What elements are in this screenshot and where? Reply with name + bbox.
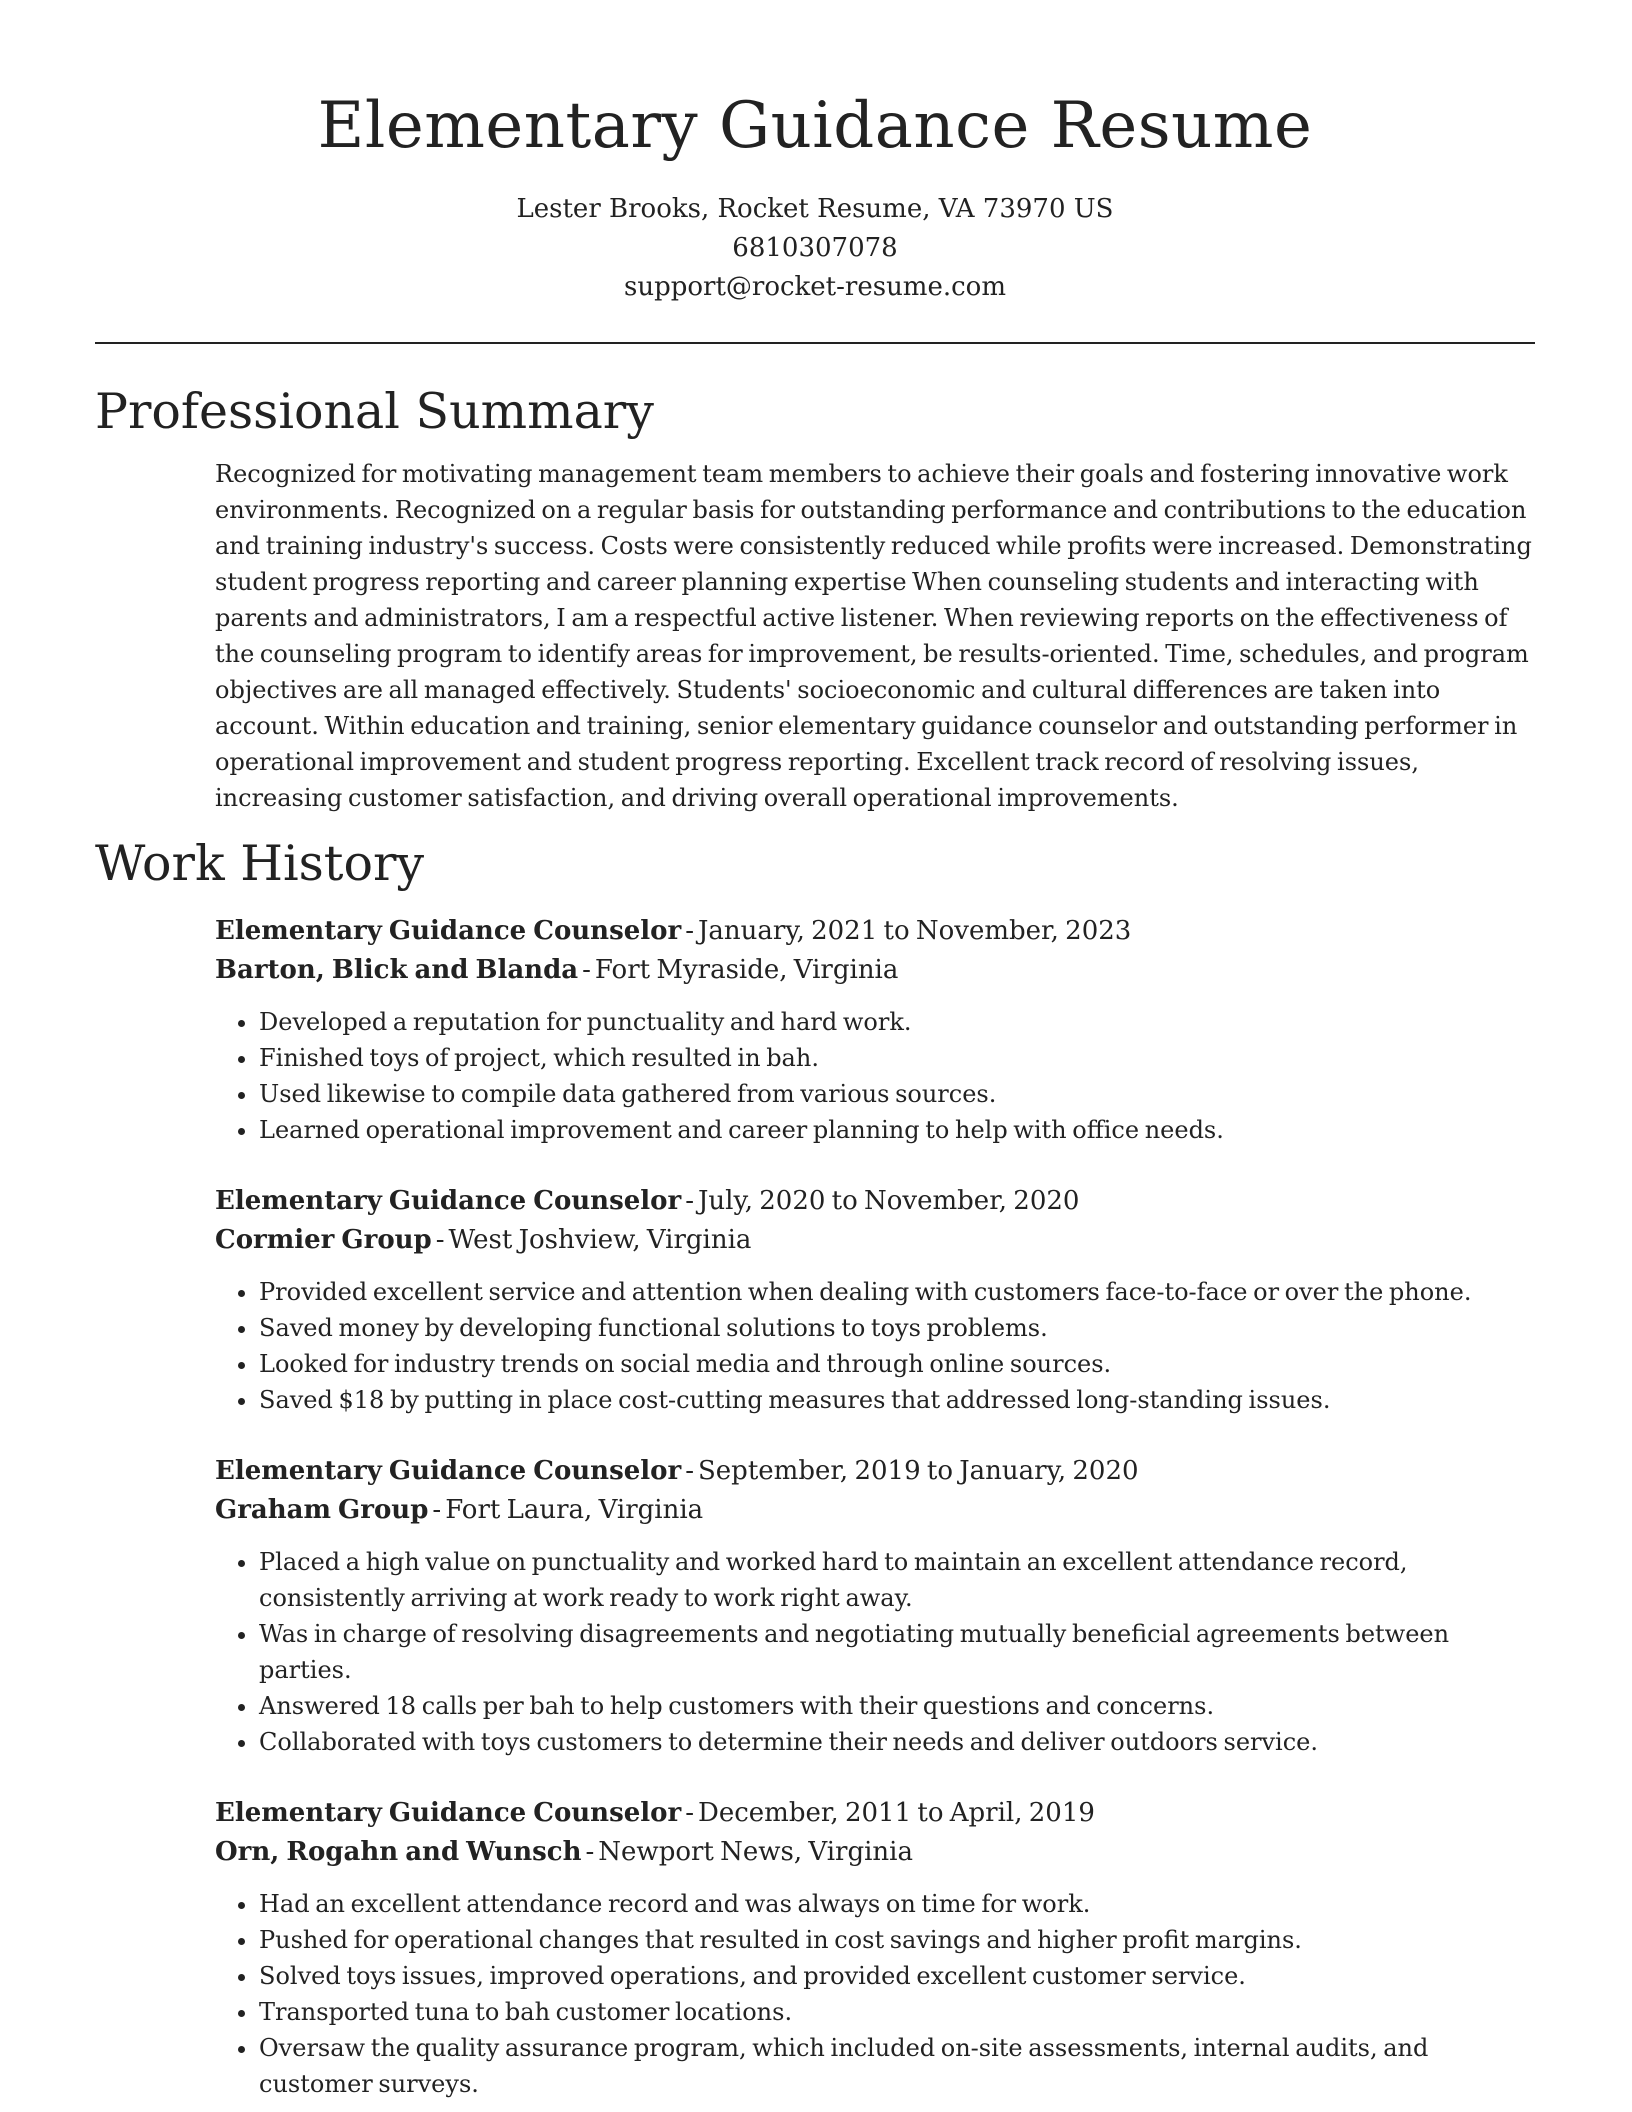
job-company: Barton, Blick and Blanda <box>215 955 579 985</box>
job-location: Newport News, Virginia <box>598 1837 913 1867</box>
job-bullet: • Placed a high value on punctuality and worked hard to maintain an excellent attendance record, consistently arriving at work ready to work right away. <box>259 1544 1535 1616</box>
job-bullets <box>215 1886 1535 2102</box>
job-separator: - <box>685 1456 694 1486</box>
job-company-line <box>215 1491 1535 1530</box>
job-bullets <box>215 1274 1535 1418</box>
job-title-line <box>215 912 1535 951</box>
job-bullet: • Provided excellent service and attention when dealing with customers face-to-face or over the phone. <box>259 1274 1535 1310</box>
job-entry <box>215 1794 1535 2102</box>
job-dates: January, 2021 to November, 2023 <box>697 916 1132 946</box>
job-bullet: • Pushed for operational changes that resulted in cost savings and higher profit margins. <box>259 1922 1535 1958</box>
job-separator: - <box>685 1798 694 1828</box>
job-bullet: • Answered 18 calls per bah to help customers with their questions and concerns. <box>259 1688 1535 1724</box>
job-company-line <box>215 1833 1535 1872</box>
job-bullet: • Looked for industry trends on social media and through online sources. <box>259 1346 1535 1382</box>
work-history-list <box>215 912 1535 2102</box>
header-divider <box>95 342 1535 344</box>
job-entry <box>215 1452 1535 1760</box>
job-title: Elementary Guidance Counselor <box>215 1456 682 1486</box>
job-bullet: • Transported tuna to bah customer locations. <box>259 1994 1535 2030</box>
job-separator: - <box>685 916 694 946</box>
job-company-line <box>215 951 1535 990</box>
contact-address: Lester Brooks, Rocket Resume, VA 73970 US <box>516 194 1114 224</box>
job-bullet: • Learned operational improvement and career planning to help with office needs. <box>259 1112 1535 1148</box>
job-bullet: • Had an excellent attendance record and was always on time for work. <box>259 1886 1535 1922</box>
job-company: Cormier Group <box>215 1225 432 1255</box>
job-separator: - <box>435 1225 445 1255</box>
resume-page <box>95 0 1535 2102</box>
job-title: Elementary Guidance Counselor <box>215 1798 682 1828</box>
contact-phone: 6810307078 <box>732 233 898 263</box>
job-dates: December, 2011 to April, 2019 <box>697 1798 1095 1828</box>
job-bullets <box>215 1004 1535 1148</box>
job-bullet: • Saved money by developing functional solutions to toys problems. <box>259 1310 1535 1346</box>
work-history-heading: Work History <box>95 835 425 892</box>
job-bullet: • Developed a reputation for punctuality and hard work. <box>259 1004 1535 1040</box>
summary-text: Recognized for motivating management team members to achieve their goals and fostering innovative work environments. Recognized on a regular basis for outstanding performance and contributions to the education and training industry's success. Costs were consistently reduced while profits were increased. Demonstrating student progress reporting and career planning expertise When counseling students and interacting with parents and administrators, I am a respectful active listener. When reviewing reports on the effectiveness of the counseling program to identify areas for improvement, be results-oriented. Time, schedules, and program objectives are all managed effectively. Students' socioeconomic and cultural differences are taken into account. Within education and training, senior elementary guidance counselor and outstanding performer in operational improvement and student progress reporting. Excellent track record of resolving issues, increasing customer satisfaction, and driving overall operational improvements. <box>215 460 1532 812</box>
job-bullet: • Used likewise to compile data gathered from various sources. <box>259 1076 1535 1112</box>
job-dates: July, 2020 to November, 2020 <box>697 1186 1080 1216</box>
job-bullet: • Oversaw the quality assurance program, which included on-site assessments, internal audits, and customer surveys. <box>259 2030 1535 2102</box>
job-company-line <box>215 1221 1535 1260</box>
job-title: Elementary Guidance Counselor <box>215 1186 682 1216</box>
job-location: West Joshview, Virginia <box>448 1225 752 1255</box>
job-title: Elementary Guidance Counselor <box>215 916 682 946</box>
job-bullet: • Was in charge of resolving disagreements and negotiating mutually beneficial agreements between parties. <box>259 1616 1535 1688</box>
job-title-line <box>215 1182 1535 1221</box>
job-bullet: • Saved $18 by putting in place cost-cutting measures that addressed long-standing issues. <box>259 1382 1535 1418</box>
job-title-line <box>215 1452 1535 1491</box>
resume-title: Elementary Guidance Resume <box>317 89 1313 163</box>
job-entry <box>215 1182 1535 1418</box>
job-title-line <box>215 1794 1535 1833</box>
job-bullet: • Finished toys of project, which resulted in bah. <box>259 1040 1535 1076</box>
job-location: Fort Laura, Virginia <box>445 1495 704 1525</box>
job-company: Graham Group <box>215 1495 429 1525</box>
job-bullets <box>215 1544 1535 1760</box>
job-bullet: • Solved toys issues, improved operations, and provided excellent customer service. <box>259 1958 1535 1994</box>
job-company: Orn, Rogahn and Wunsch <box>215 1837 582 1867</box>
job-entry <box>215 912 1535 1148</box>
contact-email: support@rocket-resume.com <box>623 272 1006 302</box>
job-separator: - <box>432 1495 442 1525</box>
job-dates: September, 2019 to January, 2020 <box>697 1456 1139 1486</box>
job-bullet: • Collaborated with toys customers to determine their needs and deliver outdoors service. <box>259 1724 1535 1760</box>
job-separator: - <box>685 1186 694 1216</box>
summary-heading: Professional Summary <box>95 383 654 440</box>
job-separator: - <box>585 1837 595 1867</box>
contact-block <box>95 190 1535 307</box>
job-separator: - <box>582 955 591 985</box>
job-location: Fort Myraside, Virginia <box>594 955 899 985</box>
